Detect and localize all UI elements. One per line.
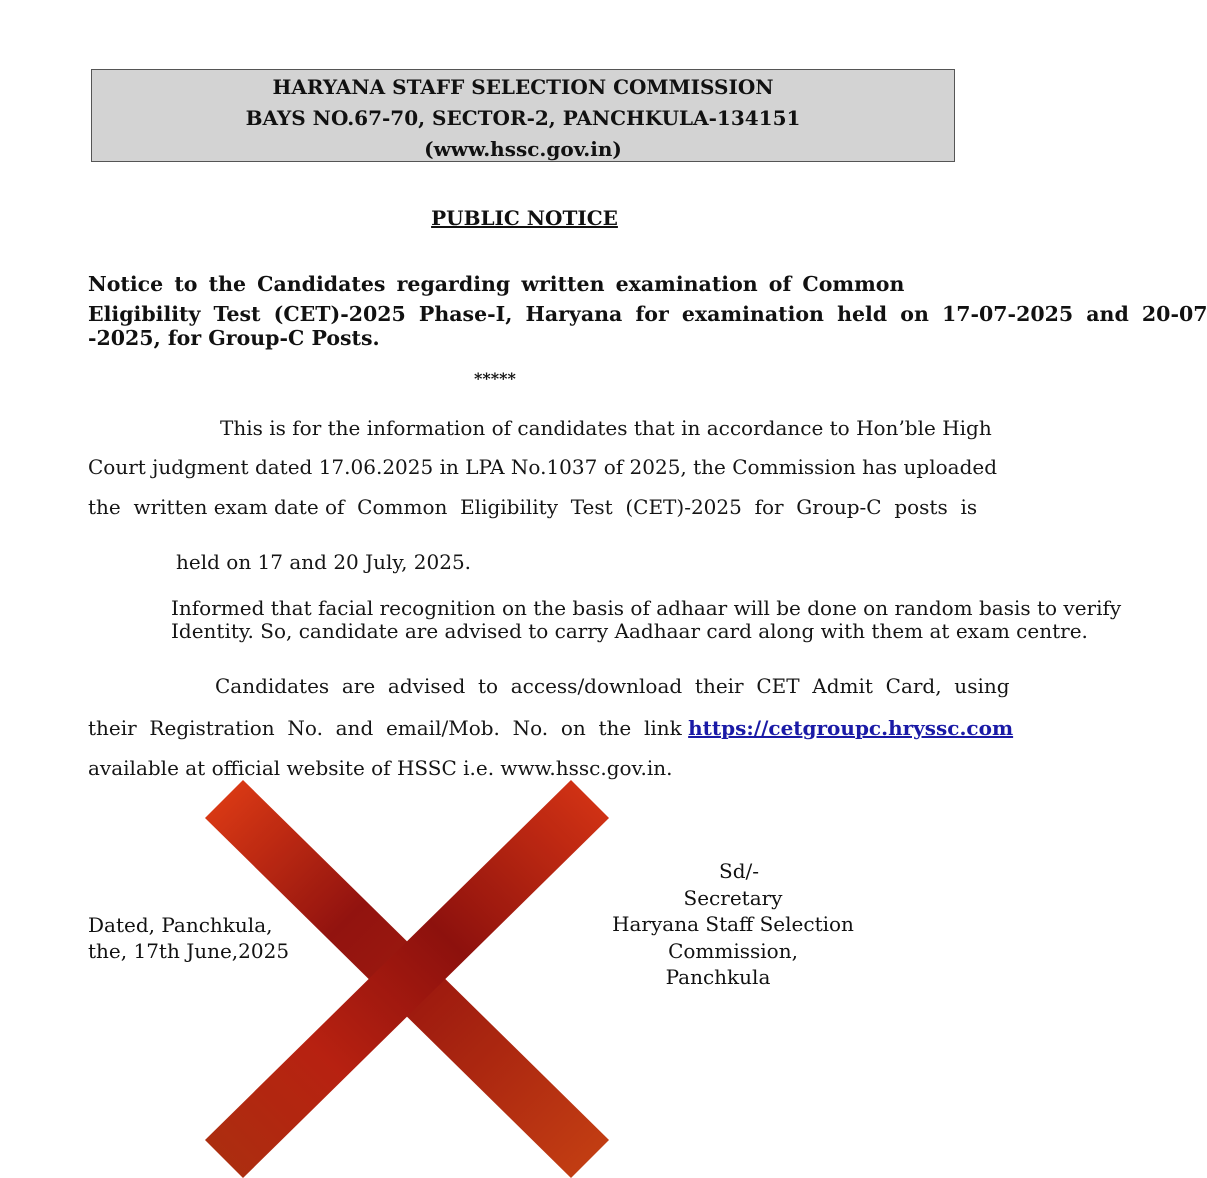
- signature-org: Haryana Staff Selection Commission,: [612, 912, 854, 963]
- signature-place: Panchkula: [665, 965, 771, 989]
- para3-line2: Identity. So, candidate are advised to carry Aadhaar card along with them at exam centre.: [171, 619, 1088, 643]
- signature-sd: Sd/-: [719, 859, 759, 883]
- org-website: (www.hssc.gov.in): [424, 137, 622, 161]
- para2: held on 17 and 20 July, 2025.: [176, 550, 472, 574]
- red-cross-icon: [205, 780, 609, 1178]
- para1-line2: Court judgment dated 17.06.2025 in LPA No.1037 of 2025, the Commission has uploaded: [88, 455, 998, 479]
- para1-line3: the written exam date of Common Eligibility Test (CET)-2025 for Group-C posts is: [88, 495, 978, 519]
- para3-line1: Informed that facial recognition on the basis of adhaar will be done on random basis to verify: [171, 596, 1122, 620]
- org-address: BAYS NO.67-70, SECTOR-2, PANCHKULA-134151: [245, 106, 801, 130]
- dated-line-1: Dated, Panchkula,: [88, 913, 273, 937]
- header-box: [91, 69, 955, 162]
- separator: *****: [474, 369, 516, 388]
- subject-line-2: Eligibility Test (CET)-2025 Phase-I, Haryana for examination held on 17-07-2025 and 20-07: [88, 302, 1207, 326]
- para4-line3: available at official website of HSSC i.e. www.hssc.gov.in.: [88, 756, 673, 780]
- notice-subject: [88, 270, 1207, 352]
- para3: [171, 597, 1121, 643]
- page-title: PUBLIC NOTICE: [431, 206, 618, 230]
- para4-line2: [88, 716, 1013, 740]
- subject-line-3: -2025, for Group-C Posts.: [88, 326, 380, 350]
- para4-line1: Candidates are advised to access/download their CET Admit Card, using: [215, 674, 1010, 698]
- para4-line2-text: their Registration No. and email/Mob. No. on the link: [88, 716, 689, 740]
- signature-designation: Secretary: [683, 885, 783, 910]
- subject-line-1: Notice to the Candidates regarding written examination of Common: [88, 272, 905, 296]
- admit-card-link[interactable]: https://cetgroupc.hryssc.com: [688, 716, 1014, 740]
- para1-line1: This is for the information of candidates that in accordance to Hon’ble High: [220, 416, 992, 440]
- dated-line-2: the, 17th June,2025: [88, 939, 290, 963]
- org-name: HARYANA STAFF SELECTION COMMISSION: [272, 75, 774, 99]
